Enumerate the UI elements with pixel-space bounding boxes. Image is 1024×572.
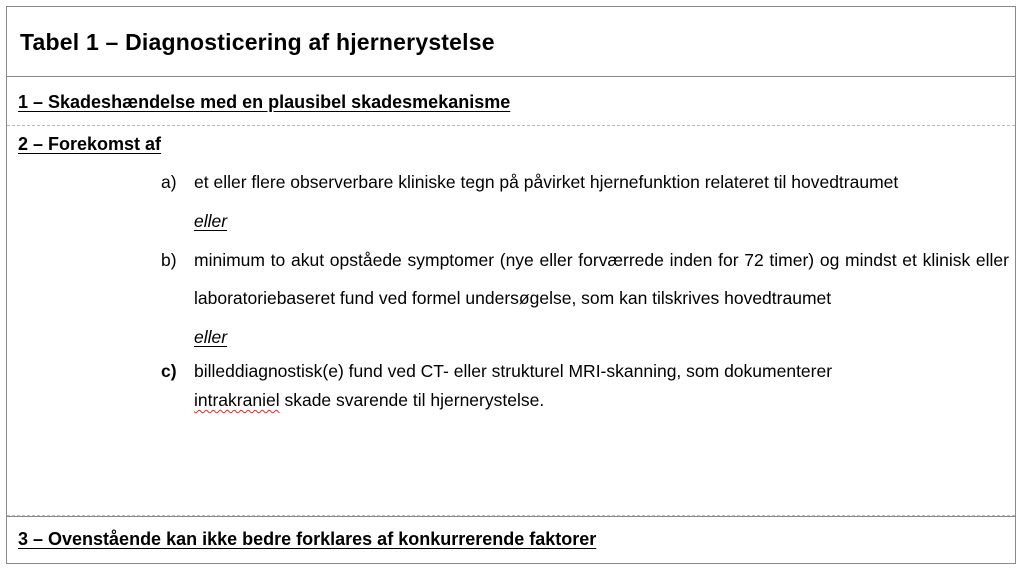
- section-1-heading: 1 – Skadeshændelse med en plausibel skadesmekanisme: [18, 91, 511, 112]
- diagnosis-table: [6, 6, 1016, 564]
- table-caption-row: [7, 7, 1015, 77]
- criterion-item-b: [18, 241, 1015, 317]
- criterion-item-c: [18, 357, 1015, 415]
- table-caption: Tabel 1 – Diagnosticering af hjernerystelse: [20, 29, 495, 55]
- criterion-marker-b: b): [161, 250, 177, 270]
- criterion-text-b: minimum to akut opståede symptomer (nye eller forværrede inden for 72 timer) og mindst et klinisk eller laboratoriebaseret fund ved formel undersøgelse, som kan tilskrives hovedtraumet: [194, 250, 1009, 308]
- criterion-section-1: [7, 77, 1015, 126]
- criterion-item-a: [18, 163, 1015, 201]
- criterion-marker-a: a): [161, 172, 177, 192]
- criterion-text-a: et eller flere observerbare kliniske tegn på påvirket hjernefunktion relateret til hovedtraumet: [194, 172, 899, 192]
- criteria-list: [18, 163, 1015, 415]
- criterion-section-2: [7, 126, 1015, 516]
- criterion-marker-c: c): [161, 361, 177, 381]
- spellcheck-flagged-word: intrakraniel: [194, 390, 280, 410]
- criterion-text-c-end: skade svarende til hjernerystelse.: [279, 390, 545, 410]
- section-2-heading: 2 – Forekomst af: [18, 134, 162, 154]
- or-separator-1: eller: [194, 211, 228, 231]
- criterion-section-3: [7, 516, 1015, 562]
- section-3-heading: 3 – Ovenstående kan ikke bedre forklares af konkurrerende faktorer: [18, 529, 597, 549]
- or-separator-2: eller: [194, 327, 228, 347]
- criterion-text-c-start: billeddiagnostisk(e) fund ved CT- eller strukturel MRI-skanning, som dokumenterer: [194, 361, 833, 381]
